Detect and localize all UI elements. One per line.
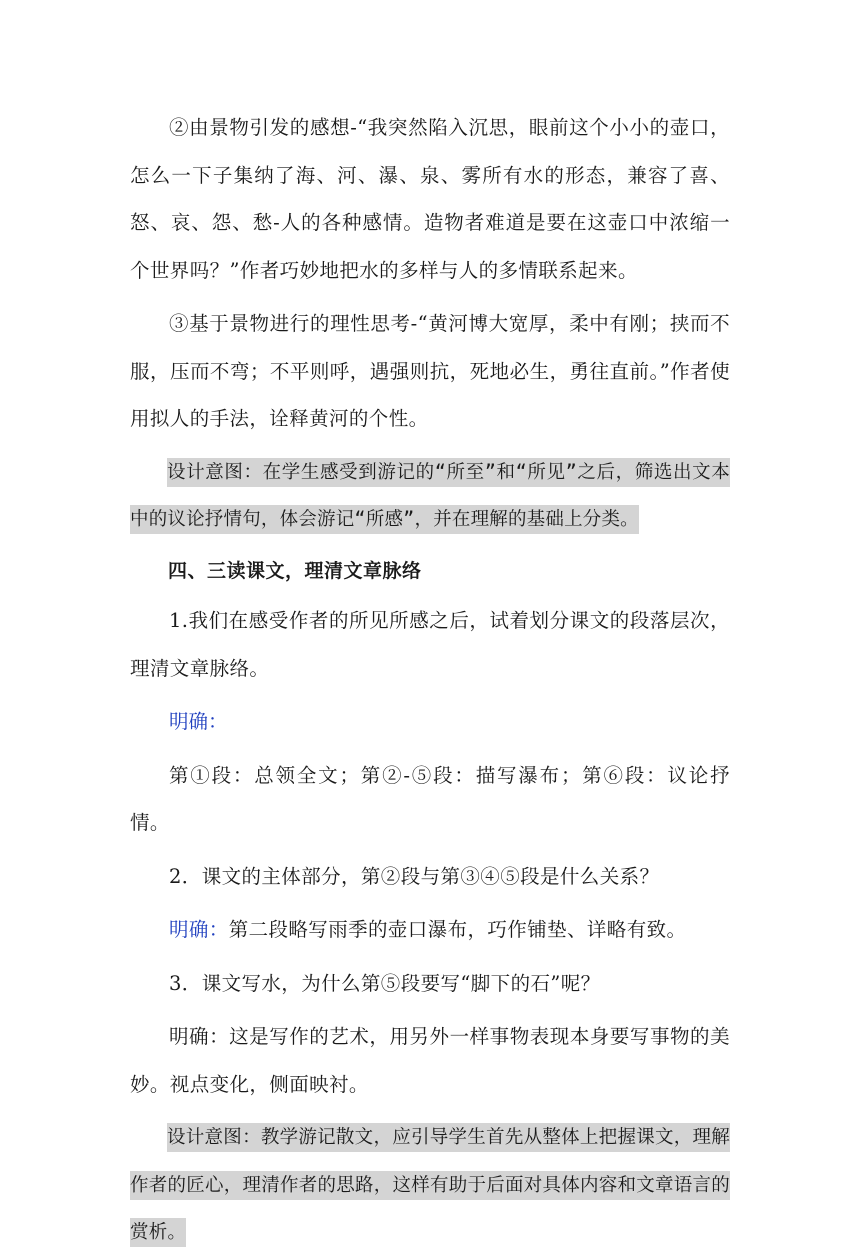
design-intent-1 — [130, 449, 730, 544]
answer-2-text: 第二段略写雨季的壶口瀑布，巧作铺垫、详略有致。 — [228, 918, 687, 941]
paragraph-feeling: ②由景物引发的感想-“我突然陷入沉思，眼前这个小小的壶口，怎么一下子集纳了海、河、瀑、泉、雾所有水的形态，兼容了喜、怒、哀、怨、愁-人的各种感情。造物者难道是要在这壶口中浓缩一个世界吗？”作者巧妙地把水的多样与人的多情联系起来。 — [130, 116, 730, 282]
design-intent-2-text: 设计意图：教学游记散文，应引导学生首先从整体上把握课文，理解作者的匠心，理清作者的思路，这样有助于后面对具体内容和文章语言的赏析。 — [130, 1123, 730, 1247]
paragraph-rational-thinking: ③基于景物进行的理性思考-“黄河博大宽厚，柔中有刚；挟而不服，压而不弯；不平则呼，遇强则抗，死地必生，勇往直前。”作者使用拟人的手法，诠释黄河的个性。 — [130, 312, 730, 430]
question-1: 1.我们在感受作者的所见所感之后，试着划分课文的段落层次，理清文章脉络。 — [130, 609, 730, 680]
question-3: 3．课文写水，为什么第⑤段要写“脚下的石”呢？ — [169, 971, 601, 995]
answer-1-text: 第①段：总领全文；第②-⑤段：描写瀑布；第⑥段：议论抒情。 — [130, 763, 730, 834]
answer-2 — [130, 906, 730, 954]
section-heading-4: 四、三读课文，理清文章脉络 — [168, 559, 422, 582]
answer-3: 明确：这是写作的艺术，用另外一样事物表现本身要写事物的美妙。视点变化，侧面映衬。 — [130, 1025, 730, 1096]
document-page — [130, 104, 730, 1257]
design-intent-1-text: 设计意图：在学生感受到游记的“所至”和“所见”之后，筛选出文本中的议论抒情句，体会游记“所感”，并在理解的基础上分类。 — [130, 458, 730, 535]
design-intent-2 — [130, 1114, 730, 1257]
question-2: 2．课文的主体部分，第②段与第③④⑤段是什么关系？ — [169, 864, 660, 888]
answer-1-label: 明确： — [169, 710, 228, 733]
answer-2-label: 明确： — [169, 918, 229, 941]
